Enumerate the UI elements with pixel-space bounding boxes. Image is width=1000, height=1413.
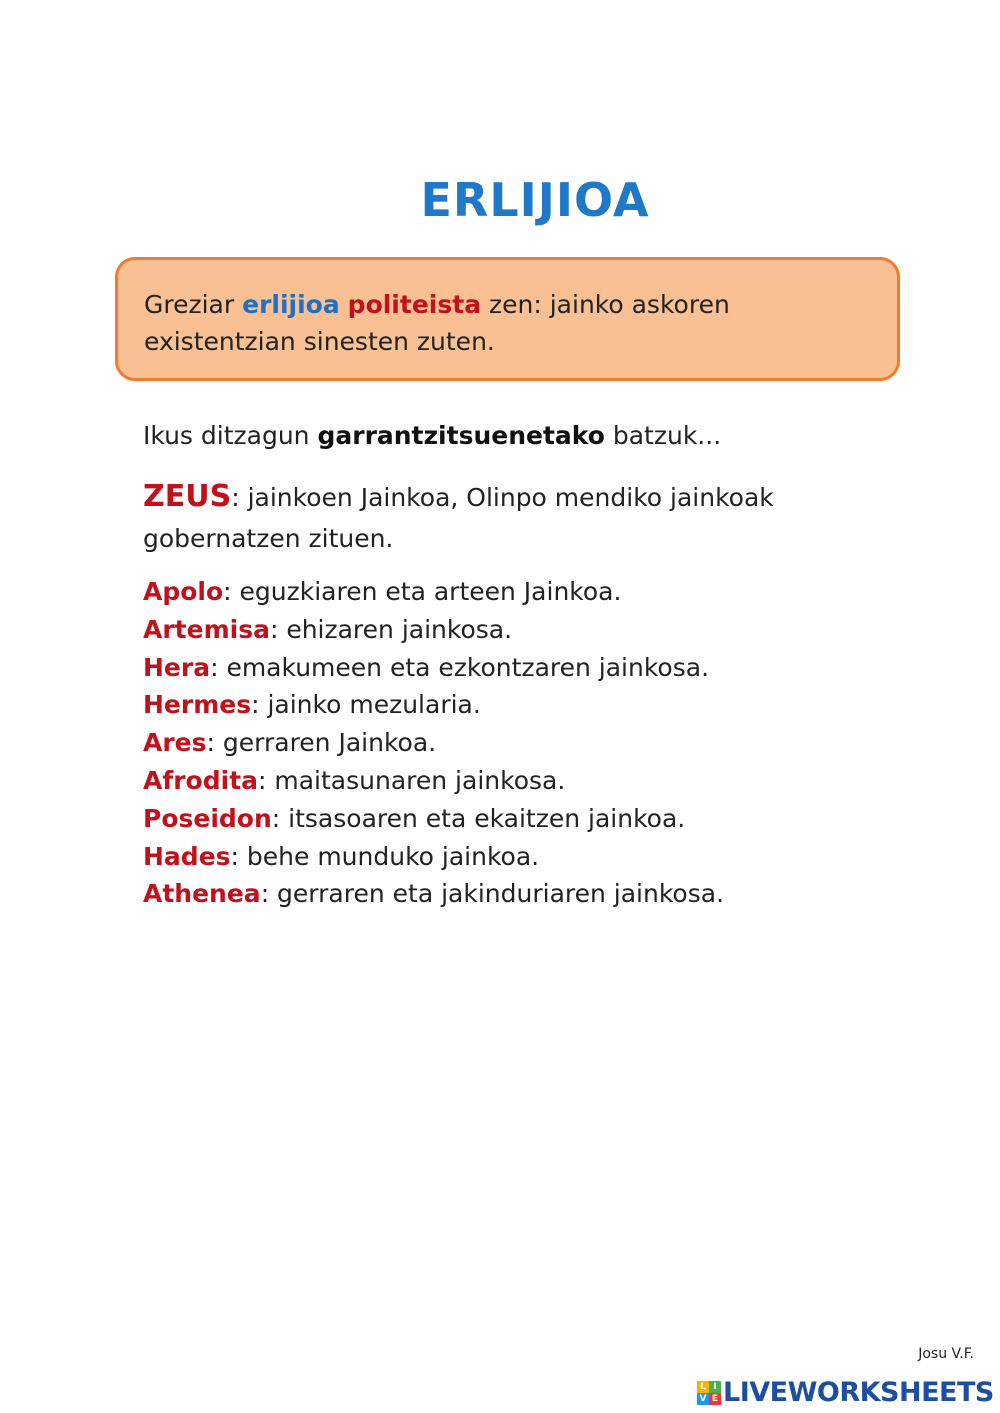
god-item-apolo bbox=[143, 573, 943, 611]
god-item-hermes bbox=[143, 686, 943, 724]
god-name: Athenea bbox=[143, 879, 261, 909]
god-description: : gerraren Jainkoa. bbox=[206, 728, 437, 758]
god-item-poseidon bbox=[143, 800, 943, 838]
logo-text: LIVEWORKSHEETS bbox=[723, 1377, 994, 1408]
logo-mark-letter: V bbox=[697, 1393, 709, 1405]
intro-highlight-politeista: politeista bbox=[347, 290, 482, 319]
god-description: : eguzkiaren eta arteen Jainkoa. bbox=[223, 577, 622, 606]
intro-highlight-erlijioa: erlijioa bbox=[242, 290, 340, 319]
lead-text-end: batzuk... bbox=[604, 421, 722, 450]
intro-box bbox=[115, 257, 900, 381]
god-item-athenea bbox=[143, 875, 943, 913]
god-description: : maitasunaren jainkosa. bbox=[258, 765, 566, 795]
page-title: ERLIJIOA bbox=[420, 173, 650, 227]
god-description: : jainko mezularia. bbox=[251, 690, 481, 720]
liveworksheets-logo bbox=[697, 1378, 994, 1408]
god-description: : emakumeen eta ezkontzaren jainkosa. bbox=[210, 652, 710, 682]
lead-bold: garrantzitsuenetako bbox=[317, 421, 605, 450]
god-item-artemisa bbox=[143, 611, 943, 649]
god-description: : gerraren eta jakinduriaren jainkosa. bbox=[260, 879, 725, 909]
author-credit: Josu V.F. bbox=[918, 1346, 974, 1362]
intro-space bbox=[340, 290, 348, 319]
god-name: Hera bbox=[143, 652, 211, 682]
god-description: : itsasoaren eta ekaitzen jainkoa. bbox=[271, 803, 686, 833]
god-item-hades bbox=[143, 838, 943, 876]
god-item-hera bbox=[143, 649, 943, 687]
god-description: : ehizaren jainkosa. bbox=[269, 614, 513, 644]
god-name: Apolo bbox=[143, 577, 224, 606]
intro-text-start: Greziar bbox=[144, 290, 243, 319]
intro-text-end: zen: jainko askoren existentzian sinesten zuten. bbox=[144, 290, 730, 356]
gods-list bbox=[143, 573, 943, 913]
logo-mark-letter: E bbox=[709, 1393, 721, 1405]
god-name: Afrodita bbox=[143, 765, 259, 795]
logo-mark-letter: I bbox=[709, 1381, 721, 1393]
zeus-description: : jainkoen Jainkoa, Olinpo mendiko jainkoak gobernatzen zituen. bbox=[143, 483, 774, 553]
god-item-afrodita bbox=[143, 762, 943, 800]
god-name: Artemisa bbox=[143, 614, 270, 644]
god-name: Hermes bbox=[143, 690, 252, 720]
god-description: : behe munduko jainkoa. bbox=[230, 841, 540, 871]
lead-paragraph bbox=[143, 418, 943, 454]
god-name: Ares bbox=[143, 728, 207, 758]
god-name: Poseidon bbox=[143, 803, 272, 833]
logo-mark-letter: L bbox=[697, 1381, 709, 1393]
god-item-ares bbox=[143, 724, 943, 762]
zeus-paragraph bbox=[143, 476, 863, 559]
god-name: Hades bbox=[143, 841, 231, 871]
lead-text-start: Ikus ditzagun bbox=[143, 421, 318, 450]
zeus-name: ZEUS bbox=[143, 479, 232, 514]
logo-mark-icon bbox=[697, 1381, 721, 1405]
